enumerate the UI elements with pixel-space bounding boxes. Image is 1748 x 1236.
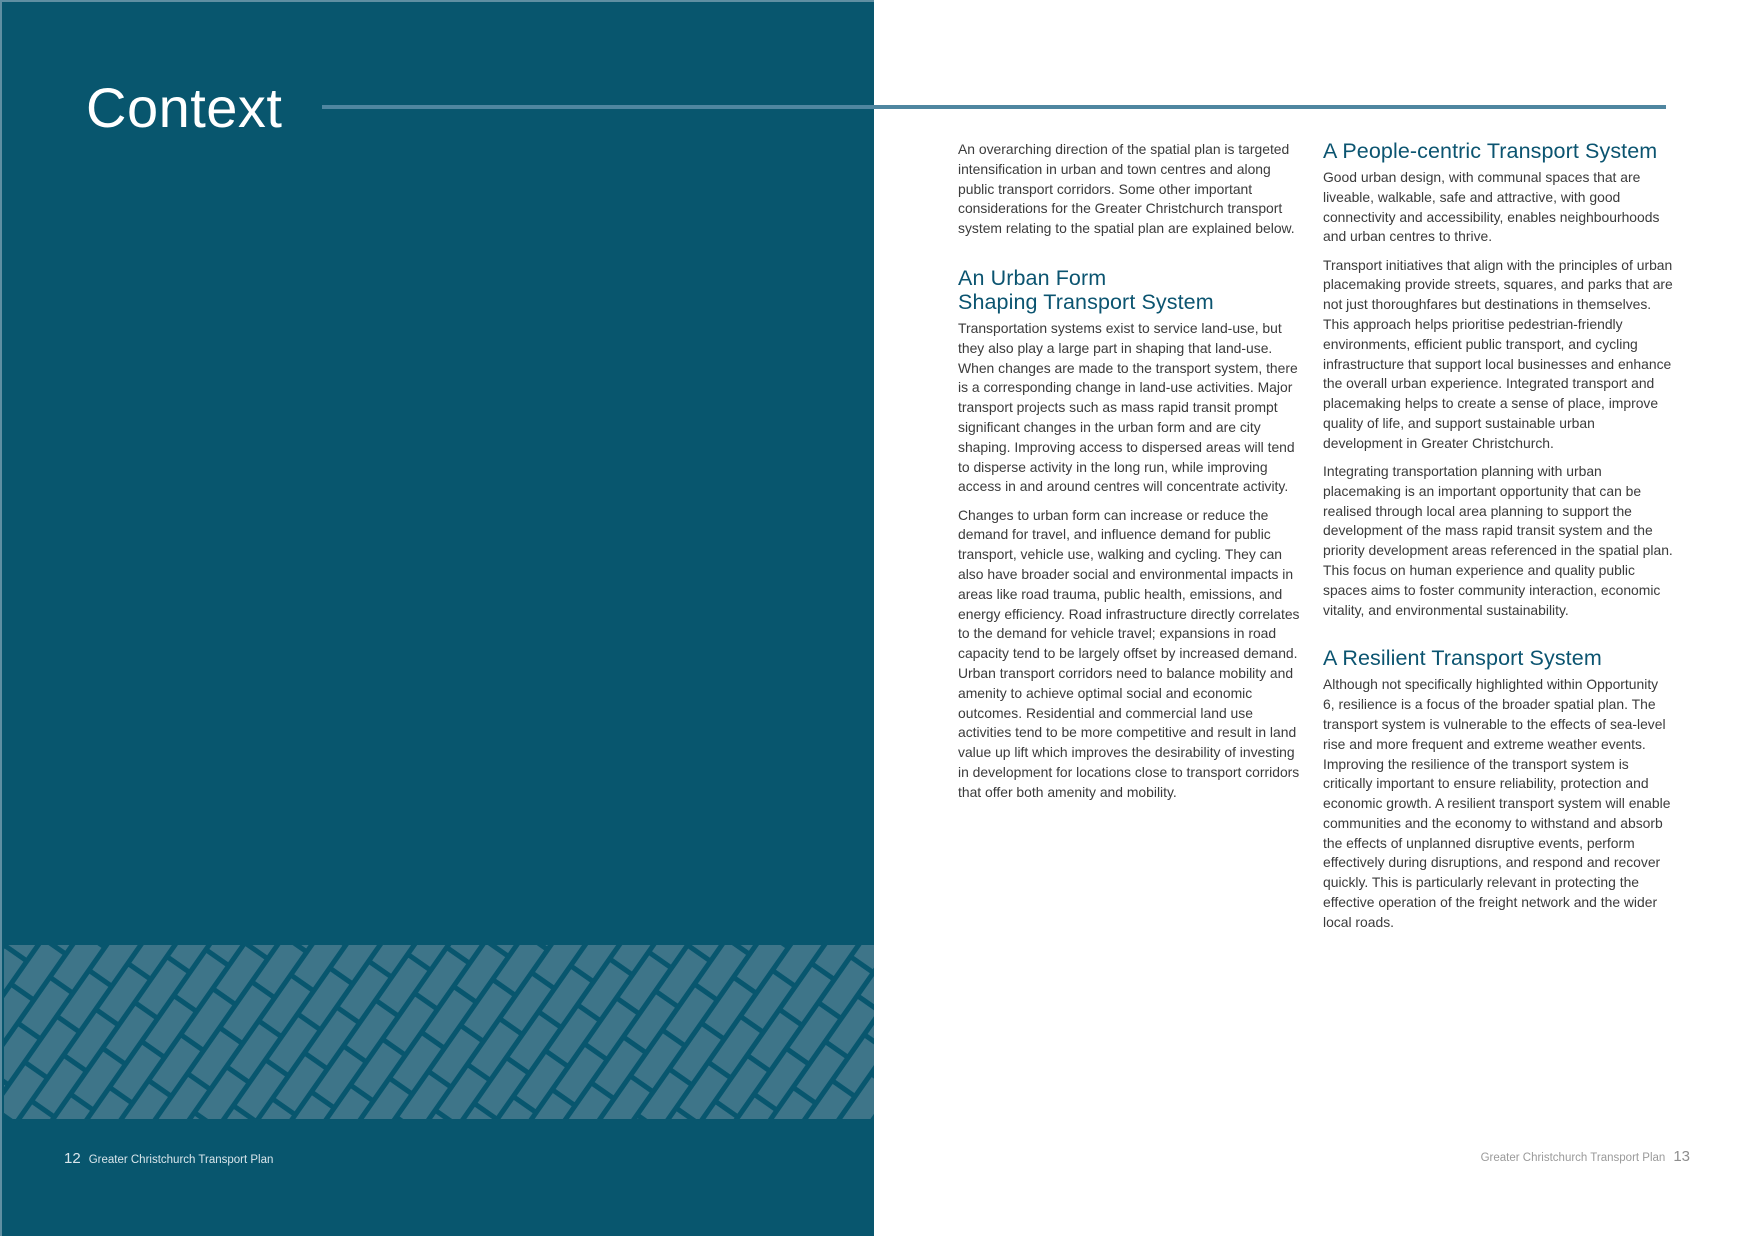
intro-paragraph: An overarching direction of the spatial plan is targeted intensification in urban and town centres and along public transport corridors. Some other important considerations for the Greater Christchurch transport system relating to the spatial plan are explained below. [958,141,1295,237]
body-paragraph: Although not specifically highlighted within Opportunity 6, resilience is a focus of the broader spatial plan. The transport system is vulnerable to the effects of sea-level rise and more frequent and extreme weather events. Improving the resilience of the transport system is critically important to ensure reliability, protection and economic growth. A resilient transport system will enable communities and the economy to withstand and absorb the effects of unplanned disruptive events, perform effectively during disruptions, and respond and recover quickly. This is particularly relevant in protecting the effective operation of the freight network and the wider local roads. [1323,676,1671,930]
footer-left [64,1150,273,1167]
section-heading-resilient: A Resilient Transport System [1323,646,1602,671]
text-column-2 [1323,139,1673,941]
footer-publication-title: Greater Christchurch Transport Plan [1480,1152,1666,1164]
heading-line: Shaping Transport System [958,289,1214,314]
body-paragraph: Integrating transportation planning with urban placemaking is an important opportunity that can be realised through local area planning to support the development of the mass rapid transit system and the priority development areas referenced in the spatial plan. This focus on human experience and quality public spaces aims to foster community interaction, economic vitality, and environmental sustainability. [1323,462,1673,618]
footer-publication-title: Greater Christchurch Transport Plan [88,1154,274,1166]
section-heading-urban-form [958,266,1303,314]
page-title: Context [86,76,283,139]
text-column-1 [958,140,1303,811]
body-paragraph: Good urban design, with communal spaces that are liveable, walkable, safe and attractive, with good connectivity and accessibility, enables neighbourhoods and urban centres to thrive. [1323,169,1660,245]
basket-weave-pattern-icon [4,945,876,1119]
title-divider-rule [322,105,1666,109]
heading-line: An Urban Form [958,265,1107,290]
section-heading-people-centric: A People-centric Transport System [1323,139,1658,163]
woven-pattern-band [4,945,876,1119]
footer-right [1481,1148,1690,1165]
page-number-right: 13 [1673,1148,1690,1165]
body-paragraph: Changes to urban form can increase or reduce the demand for travel, and influence demand for public transport, vehicle use, walking and cycling. They can also have broader social and environmental impacts in areas like road trauma, public health, emissions, and energy efficiency. Road infrastructure directly correlates to the demand for vehicle travel; expansions in road capacity tend to be largely offset by increased demand. Urban transport corridors need to balance mobility and amenity to achieve optimal social and economic outcomes. Residential and commercial land use activities tend to be more competitive and result in land value up lift which improves the desirability of investing in development for locations close to transport corridors that offer both amenity and mobility. [958,506,1300,800]
body-paragraph: Transportation systems exist to service land-use, but they also play a large part in shaping that land-use. When changes are made to the transport system, there is a corresponding change in land-use activities. Major transport projects such as mass rapid transit prompt significant changes in the urban form and are city shaping. Improving access to dispersed areas will tend to disperse activity in the long run, while improving access in and around centres will concentrate activity. [958,319,1298,495]
page-number-left: 12 [64,1150,81,1167]
body-paragraph: Transport initiatives that align with the principles of urban placemaking provide streets, squares, and parks that are not just thoroughfares but destinations in themselves. This approach helps prioritise pedestrian-friendly environments, efficient public transport, and cycling infrastructure that support local businesses and enhance the overall urban experience. Integrated transport and placemaking helps to create a sense of place, improve quality of life, and support sustainable urban development in Greater Christchurch. [1323,256,1673,451]
